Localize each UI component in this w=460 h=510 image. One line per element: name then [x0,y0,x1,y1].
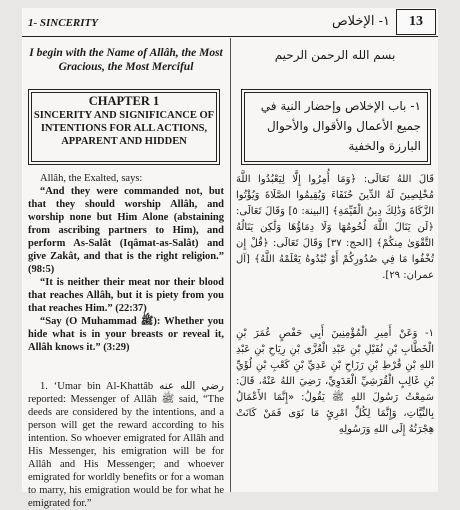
header-rule [22,36,438,37]
chapter-title-english: SINCERITY AND SIGNIFICANCE OF INTENTIONS FOR ALL ACTIONS, APPARENT AND HIDDEN [33,110,215,147]
arabic-verses [236,172,434,284]
intro-text: Allâh, the Exalted, says: [40,173,143,184]
verse-98-5: “And they were commanded not, but that they should worship Allâh, and worship none but Him Alone (abstaining from ascribing partners to Him), and perform As-Salât (Iqâmat-as-Salât) and give Zakât, and that is the right religion.” (98:5) [28,186,224,275]
verses-arabic: قَالَ اللهُ تَعَالَى: ﴿وَمَا أُمِرُوا إِلَّا لِيَعْبُدُوا اللَّهَ مُخْلِصِينَ لَهُ الدِّينَ حُنَفَاءَ وَيُقِيمُوا الصَّلَاةَ وَيُؤْتُوا الزَّكَاةَ وَذَٰلِكَ دِينُ الْقَيِّمَةِ﴾ [البينة: ٥] وَقَالَ تَعَالَى: ﴿لَن يَنَالَ اللَّهَ لُحُومُهَا وَلَا دِمَاؤُهَا وَلَٰكِن يَنَالُهُ التَّقْوَىٰ مِنكُمْ﴾ [الحج: ٣٧] وَقَالَ تَعَالَى: ﴿قُلْ إِن تُخْفُوا مَا فِي صُدُورِكُمْ أَوْ تُبْدُوهُ يَعْلَمْهُ اللَّهُ﴾ [آل عمران: ٢٩]. [236,174,434,281]
book-page [22,8,438,509]
header-title-english: 1- SINCERITY [28,17,98,29]
chapter-label: CHAPTER 1 [88,94,160,108]
hadith-1-english: 1. ‘Umar bin Al-Khattâb رضي الله عنه reported: Messenger of Allâh ﷺ said, “The deeds are considered by the intentions, and a person will get the reward according to his intention. So whoever emigrated for Allâh and His Messenger, his emigration will be for Allâh and His Messenger; and whoever emigrated for worldly benefits or for a woman to marry, his emigration would be for what he emigrated for.” [28,381,224,509]
column-divider [230,38,231,492]
english-body [28,172,224,354]
page-number: 13 [396,9,436,35]
hadith-english [28,380,224,510]
chapter-heading-arabic: ١- باب الإخلاص وإحضار النية في جميع الأعمال والأقوال والأحوال البارزة والخفية [244,92,428,162]
verse-3-29: “Say (O Muhammad ﷺ): Whether you hide what is in your breasts or reveal it, Allâh knows it.” (3:29) [28,316,224,353]
hadith-1-arabic: ١- وَعَنْ أَمِيرِ الْمُؤْمِنِينَ أَبِي حَفْصٍ عُمَرَ بْنِ الْخَطَّابِ بْنِ نُفَيْلِ بْنِ عَبْدِ الْعُزَّى بْنِ رِيَاحِ بْنِ عَبْدِ اللهِ بْنِ قُرْطِ بْنِ رَزَاحِ بْنِ عَدِيِّ بْنِ كَعْبِ بْنِ لُؤَيِّ بْنِ غَالِبٍ الْقُرَشِيِّ الْعَدَوِيِّ، رَضِيَ اللهُ عَنْهُ، قَالَ: سَمِعْتُ رَسُولَ اللهِ ﷺ يَقُولُ: «إِنَّمَا الأَعْمَالُ بِالنِّيَّاتِ، وَإِنَّمَا لِكُلِّ امْرِئٍ مَا نَوَى فَمَنْ كَانَتْ هِجْرَتُهُ إِلَى اللهِ وَرَسُولِهِ [236,328,434,435]
header-title-arabic: ١- الإخلاص [331,14,390,29]
verse-22-37: “It is neither their meat nor their blood that reaches Allâh, but it is piety from you that reaches Him.” (22:37) [28,277,224,314]
chapter-heading-english [31,92,217,162]
basmala-english: I begin with the Name of Allâh, the Most Gracious, the Most Merciful [29,47,223,73]
hadith-arabic-block [236,326,434,438]
basmala-arabic: بسم الله الرحمن الرحيم [274,48,396,62]
running-header [22,8,438,38]
